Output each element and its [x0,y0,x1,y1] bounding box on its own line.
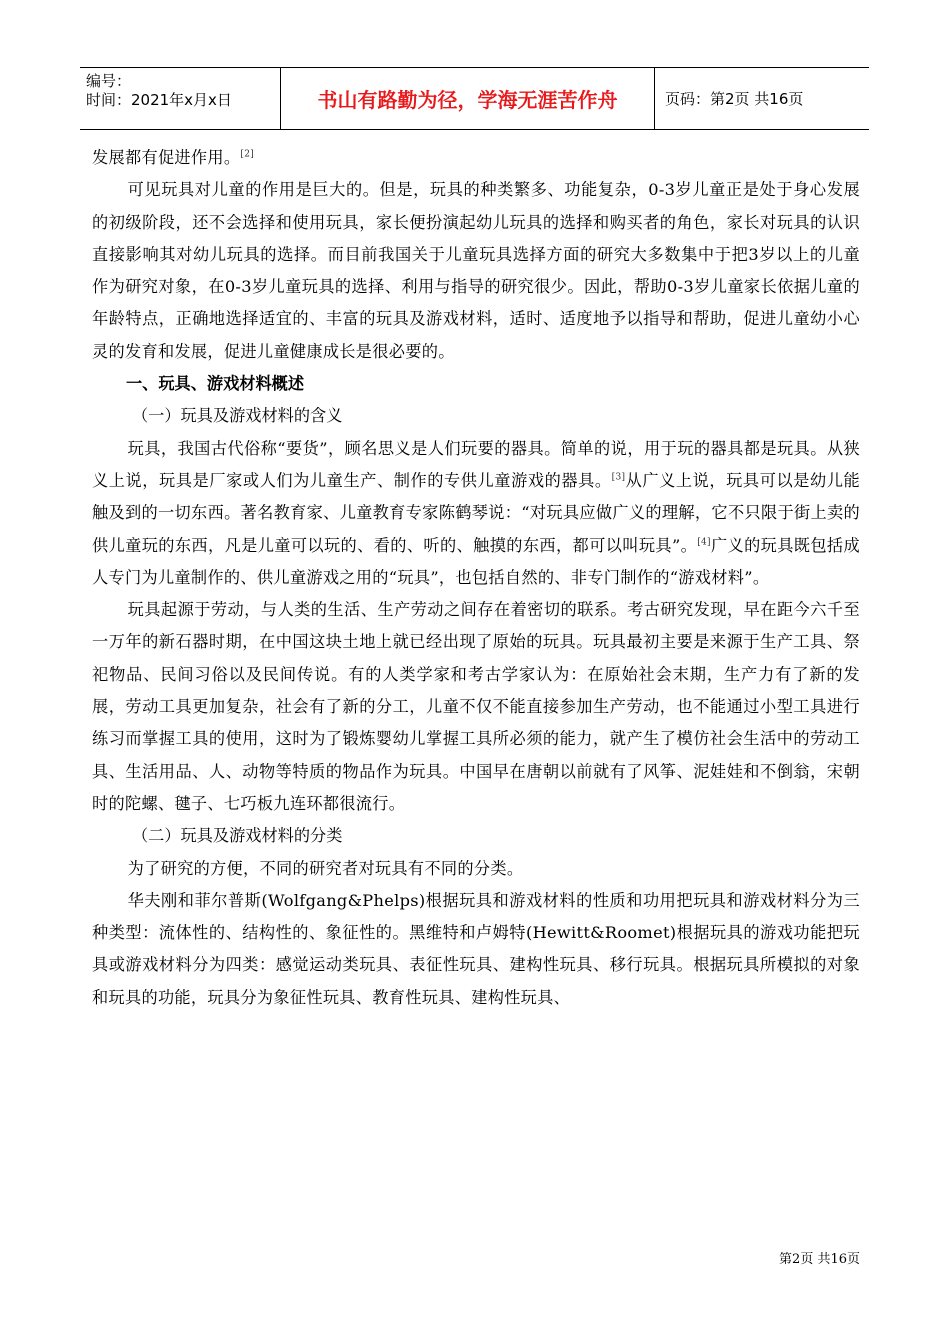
paragraph-text: 发展都有促进作用。 [92,148,241,167]
paragraph-text: 广义的玩具既包括成人专门为儿童制作的、供儿童游戏之用的“玩具”，也包括自然的、非专门制作的“游戏材料”。 [92,535,860,587]
citation-2: [2] [240,149,255,160]
citation-4: [4] [697,537,711,548]
paragraph-text: 玩具，我国古代俗称“要货”，顾名思义是人们玩要的器具。简单的说，用于玩的器具都是玩具。从狭义上说，玩具是厂家或人们为儿童生产、制作的专供儿童游戏的器具。 [92,438,860,490]
subsection-heading-1: （一）玩具及游戏材料的含义 [132,406,343,426]
paragraph-2: 可见玩具对儿童的作用是巨大的。但是，玩具的种类繁多、功能复杂，0-3岁儿童正是处于身心发展的初级阶段，还不会选择和使用玩具，家长便扮演起幼儿玩具的选择和购买者的角色，家长对玩具的认识直接影响其对幼儿玩具的选择。而目前我国关于儿童玩具选择方面的研究大多数集中于把3岁以上的儿童作为研究对象，在0-3岁儿童玩具的选择、利用与指导的研究很少。因此，帮助0-3岁儿童家长依据儿童的年龄特点，正确地选择适宜的、丰富的玩具及游戏材料，适时、适度地予以指导和帮助，促进儿童幼小心灵的发育和发展，促进儿童健康成长是很必要的。 [92,180,860,361]
header-page-label: 页码：第2页 共16页 [665,90,804,108]
paragraph-6: 华夫刚和菲尔普斯(Wolfgang&Phelps)根据玩具和游戏材料的性质和功用把玩具和游戏材料分为三种类型：流体性的、结构性的、象征性的。黑维特和卢姆特(Hewitt&Roomet)根据玩具的游戏功能把玩具或游戏材料分为四类：感觉运动类玩具、表征性玩具、建构性玩具、移行玩具。根据玩具所模拟的对象和玩具的功能，玩具分为象征性玩具、教育性玩具、建构性玩具、 [92,890,860,1007]
header-motto: 书山有路勤为径，学海无涯苦作舟 [281,68,655,129]
paragraph-1 [92,142,860,174]
paragraph-text: 从广义上说，玩具可以是幼儿能触及到的一切东西。著名教育家、儿童教育专家陈鹤琴说：“对玩具应做广义的理解，它不只限于街上卖的供儿童玩的东西，凡是儿童可以玩的、看的、听的、触摸的东西，都可以叫玩具”。 [92,470,860,555]
citation-3: [3] [611,472,626,483]
paragraph-5: 为了研究的方便，不同的研究者对玩具有不同的分类。 [127,858,524,878]
paragraph-3 [92,433,860,594]
paragraph-4: 玩具起源于劳动，与人类的生活、生产劳动之间存在着密切的联系。考古研究发现，早在距今六千至一万年的新石器时期，在中国这块土地上就已经出现了原始的玩具。玩具最初主要是来源于生产工具、祭祀物品、民间习俗以及民间传说。有的人类学家和考古学家认为：在原始社会末期，生产力有了新的发展，劳动工具更加复杂，社会有了新的分工，儿童不仅不能直接参加生产劳动，也不能通过小型工具进行练习而掌握工具的使用，这时为了锻炼婴幼儿掌握工具所必须的能力，就产生了模仿社会生活中的劳动工具、生活用品、人、动物等特质的物品作为玩具。中国早在唐朝以前就有了风筝、泥娃娃和不倒翁，宋朝时的陀螺、毽子、七巧板九连环都很流行。 [92,600,860,813]
document-body [92,142,860,1014]
section-heading-1: 一、玩具、游戏材料概述 [126,374,305,394]
subsection-heading-2: （二）玩具及游戏材料的分类 [132,826,343,846]
document-number-label: 编号： [86,72,132,90]
header-meta [80,68,281,129]
page-footer: 第2页 共16页 [779,1252,860,1267]
page-header [80,67,869,130]
document-date-label: 时间：2021年x月x日 [86,91,232,109]
